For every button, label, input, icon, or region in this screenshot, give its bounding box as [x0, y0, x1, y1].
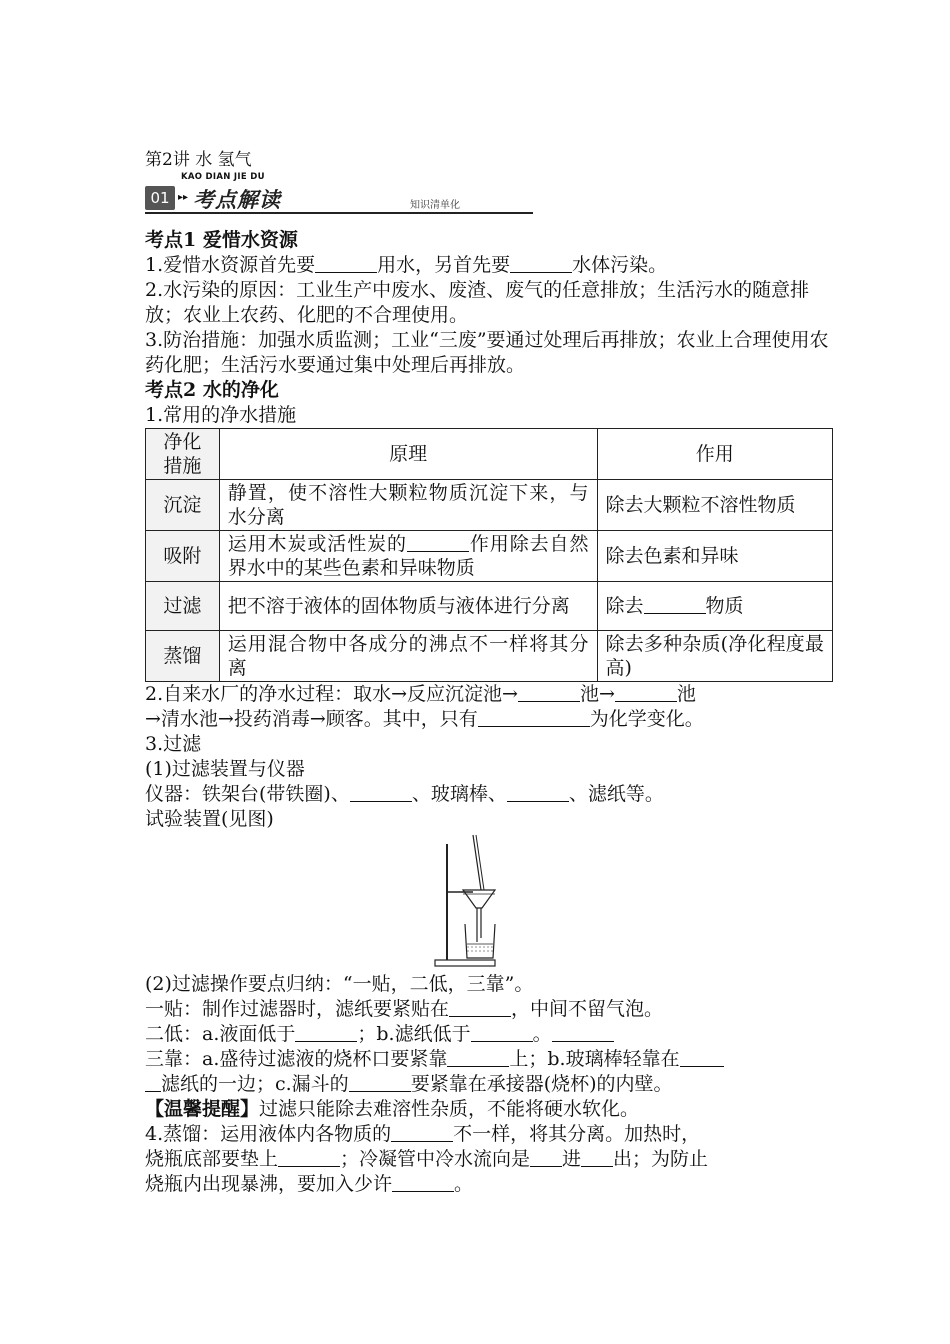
table-cell: 静置，使不溶性大颗粒物质沉淀下来，与水分离 [219, 480, 597, 531]
section1-item1: 1.爱惜水资源首先要 用水，另首先要 水体污染。 [145, 254, 668, 276]
lesson-title: 第2讲 水 氢气 [145, 150, 252, 170]
purification-table [145, 428, 833, 682]
blank [644, 595, 706, 614]
table-cell: 过滤 [146, 582, 220, 631]
blank [278, 1148, 340, 1167]
blank [615, 683, 677, 702]
blank [315, 254, 377, 273]
blank [449, 998, 511, 1017]
table-header: 作用 [597, 429, 833, 480]
rule-three-cont: 滤纸的一边；c.漏斗的 要紧靠在承接器(烧杯)的内壁。 [145, 1072, 835, 1097]
blank [680, 1048, 724, 1067]
blank [145, 1073, 161, 1092]
section2-item2-cont: →清水池→投药消毒→顾客。其中，只有 为化学变化。 [145, 708, 704, 730]
section2-item3-1: (1)过滤装置与仪器 [145, 758, 305, 780]
blank [510, 254, 572, 273]
blank [552, 1023, 614, 1042]
table-cell: 运用木炭或活性炭的 作用除去自然界水中的某些色素和异味物质 [219, 531, 597, 582]
section-banner [145, 172, 533, 214]
table-cell: 沉淀 [146, 480, 220, 531]
filtration-apparatus-figure [145, 832, 835, 972]
table-row [146, 531, 833, 582]
double-arrow-icon: ▸▸ [178, 192, 189, 203]
document-page [145, 150, 835, 1197]
banner-subtitle: 知识清单化 [410, 200, 460, 211]
section1-heading: 考点1 爱惜水资源 [145, 229, 298, 251]
section2-item3: 3.过滤 [145, 733, 202, 755]
table-cell: 除去 物质 [597, 582, 833, 631]
blank [295, 1023, 357, 1042]
table-cell: 吸附 [146, 531, 220, 582]
banner-number: 01 [145, 186, 175, 210]
section2-item4-end: 烧瓶内出现暴沸，要加入少许 。 [145, 1173, 474, 1195]
table-cell: 把不溶于液体的固体物质与液体进行分离 [219, 582, 597, 631]
blank [447, 1048, 509, 1067]
blank [392, 1173, 454, 1192]
section2-item4: 4.蒸馏：运用液体内各物质的 不一样，将其分离。加热时， [145, 1123, 701, 1145]
table-row [146, 480, 833, 531]
blank [349, 1073, 411, 1092]
blank [407, 533, 469, 552]
filtration-apparatus-icon [433, 834, 513, 970]
blank [350, 783, 412, 802]
table-cell: 运用混合物中各成分的沸点不一样将其分离 [219, 631, 597, 682]
table-cell: 除去多种杂质(净化程度最高) [597, 631, 833, 682]
section1-item2: 2.水污染的原因：工业生产中废水、废渣、废气的任意排放；生活污水的随意排放；农业上农药、化肥的不合理使用。 [145, 279, 810, 326]
blank [530, 1148, 562, 1167]
banner-title: 考点解读 [193, 188, 281, 212]
section2-item3-2: (2)过滤操作要点归纳：“一贴，二低，三靠”。 [145, 973, 534, 995]
banner-english: KAO DIAN JIE DU [181, 172, 265, 182]
table-cell: 蒸馏 [146, 631, 220, 682]
section2-item2: 2.自来水厂的净水过程：取水→反应沉淀池→ 池→ 池 [145, 683, 696, 705]
instruments-line: 仪器：铁架台(带铁圈)、 、玻璃棒、 、滤纸等。 [145, 783, 664, 805]
table-row [146, 631, 833, 682]
section1-item3: 3.防治措施：加强水质监测；工业“三废”要通过处理后再排放；农业上合理使用农药化肥；生活污水要通过集中处理后再排放。 [145, 329, 829, 376]
blank [581, 1148, 613, 1167]
rule-three: 三靠：a.盛待过滤液的烧杯口要紧靠 上；b.玻璃棒轻靠在 [145, 1047, 835, 1072]
section2-heading: 考点2 水的净化 [145, 379, 279, 401]
blank [507, 783, 569, 802]
rule-two: 二低：a.液面低于 ；b.滤纸低于 。 [145, 1022, 835, 1047]
rule-one: 一贴：制作过滤器时，滤纸要紧贴在 ，中间不留气泡。 [145, 998, 664, 1020]
tip-line: 【温馨提醒】过滤只能除去难溶性杂质，不能将硬水软化。 [145, 1098, 640, 1120]
section2-sub1: 1.常用的净水措施 [145, 404, 297, 426]
table-row [146, 582, 833, 631]
section2-item4-cont: 烧瓶底部要垫上 ；冷凝管中冷水流向是 进 出；为防止 [145, 1148, 709, 1170]
blank [471, 1023, 533, 1042]
blank [518, 683, 580, 702]
blank [478, 708, 590, 727]
table-header: 净化措施 [146, 429, 220, 480]
device-line: 试验装置(见图) [145, 808, 274, 830]
banner-divider [145, 212, 533, 214]
table-cell: 除去大颗粒不溶性物质 [597, 480, 833, 531]
blank [391, 1123, 453, 1142]
table-cell: 除去色素和异味 [597, 531, 833, 582]
tip-label: 【温馨提醒】 [145, 1098, 260, 1120]
table-header: 原理 [219, 429, 597, 480]
table-header-row [146, 429, 833, 480]
